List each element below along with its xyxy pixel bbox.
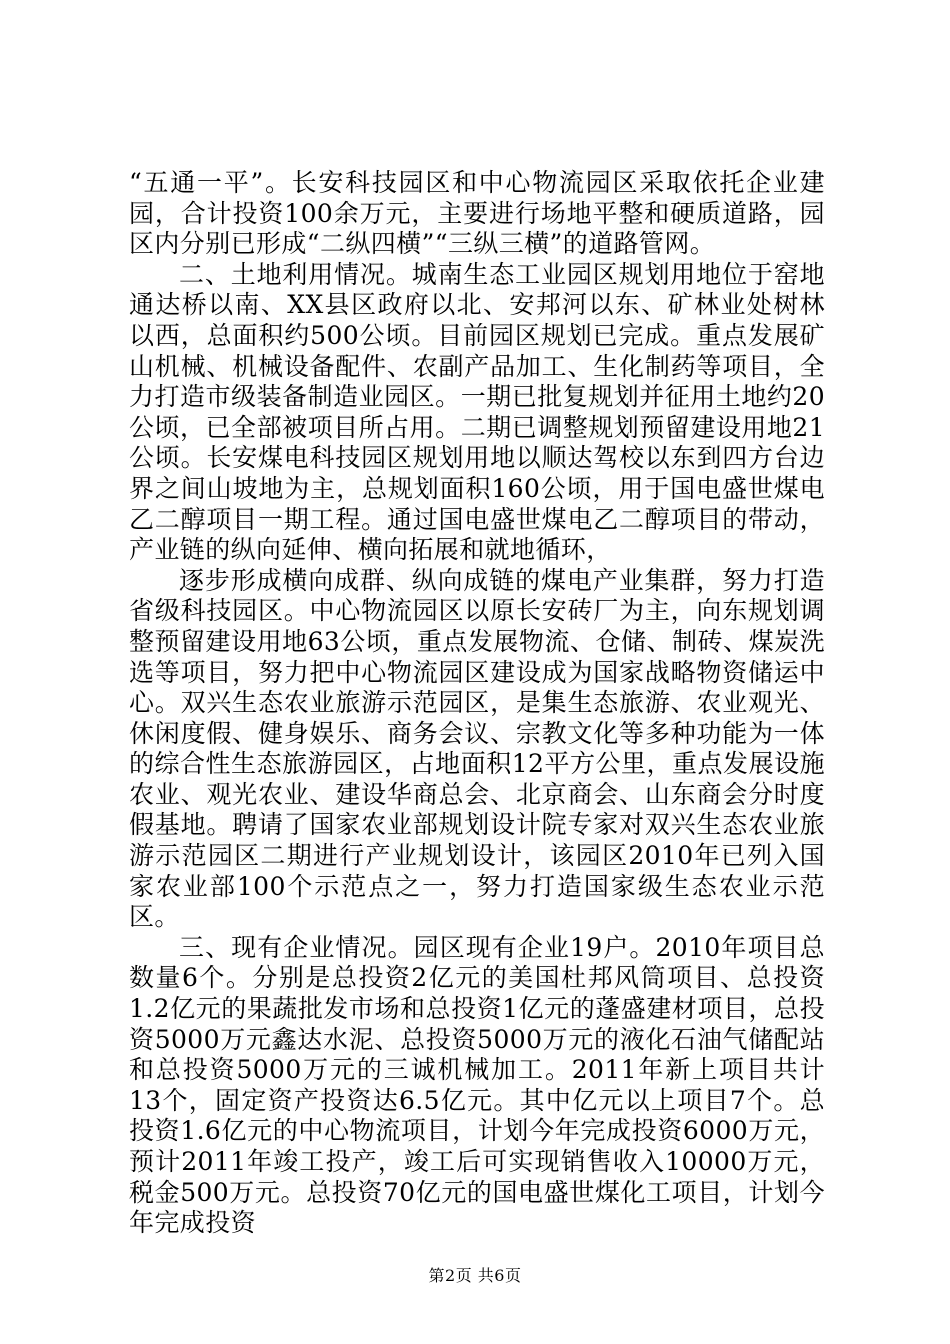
paragraph-land-use: 二、土地利用情况。城南生态工业园区规划用地位于窑地通达桥以南、XX县区政府以北、安邦河以东、矿林业处树林以西，总面积约500公顷。目前园区规划已完成。重点发展矿山机械、机械设备配件、农副产品加工、生化制药等项目，全力打造市级装备制造业园区。一期已批复规划并征用土地约20公顷，已全部被项目所占用。二期已调整规划预留建设用地21公顷。长安煤电科技园区规划用地以顺达驾校以东到四方台边界之间山坡地为主，总规划面积160公顷，用于国电盛世煤电乙二醇项目一期工程。通过国电盛世煤电乙二醇项目的带动，产业链的纵向延伸、横向拓展和就地循环， <box>129 259 825 565</box>
document-body <box>129 168 825 1239</box>
paragraph-continuation: “五通一平”。长安科技园区和中心物流园区采取依托企业建园，合计投资100余万元，主要进行场地平整和硬质道路，园区内分别已形成“二纵四横”“三纵三横”的道路管网。 <box>129 168 825 259</box>
page-footer: 第2页 共6页 <box>428 1266 522 1285</box>
paragraph-enterprises: 三、现有企业情况。园区现有企业19户。2010年项目总数量6个。分别是总投资2亿元的美国杜邦风筒项目、总投资1.2亿元的果蔬批发市场和总投资1亿元的蓬盛建材项目，总投资5000万元鑫达水泥、总投资5000万元的液化石油气储配站和总投资5000万元的三诚机械加工。2011年新上项目共计13个，固定资产投资达6.5亿元。其中亿元以上项目7个。总投资1.6亿元的中心物流项目，计划今年完成投资6000万元，预计2011年竣工投产，竣工后可实现销售收入10000万元，税金500万元。总投资70亿元的国电盛世煤化工项目，计划今年完成投资 <box>129 932 825 1238</box>
paragraph-industrial-cluster: 逐步形成横向成群、纵向成链的煤电产业集群，努力打造省级科技园区。中心物流园区以原长安砖厂为主，向东规划调整预留建设用地63公顷，重点发展物流、仓储、制砖、煤炭洗选等项目，努力把中心物流园区建设成为国家战略物资储运中心。双兴生态农业旅游示范园区，是集生态旅游、农业观光、休闲度假、健身娱乐、商务会议、宗教文化等多种功能为一体的综合性生态旅游园区，占地面积12平方公里，重点发展设施农业、观光农业、建设华商总会、北京商会、山东商会分时度假基地。聘请了国家农业部规划设计院专家对双兴生态农业旅游示范园区二期进行产业规划设计，该园区2010年已列入国家农业部100个示范点之一，努力打造国家级生态农业示范区。 <box>129 565 825 932</box>
